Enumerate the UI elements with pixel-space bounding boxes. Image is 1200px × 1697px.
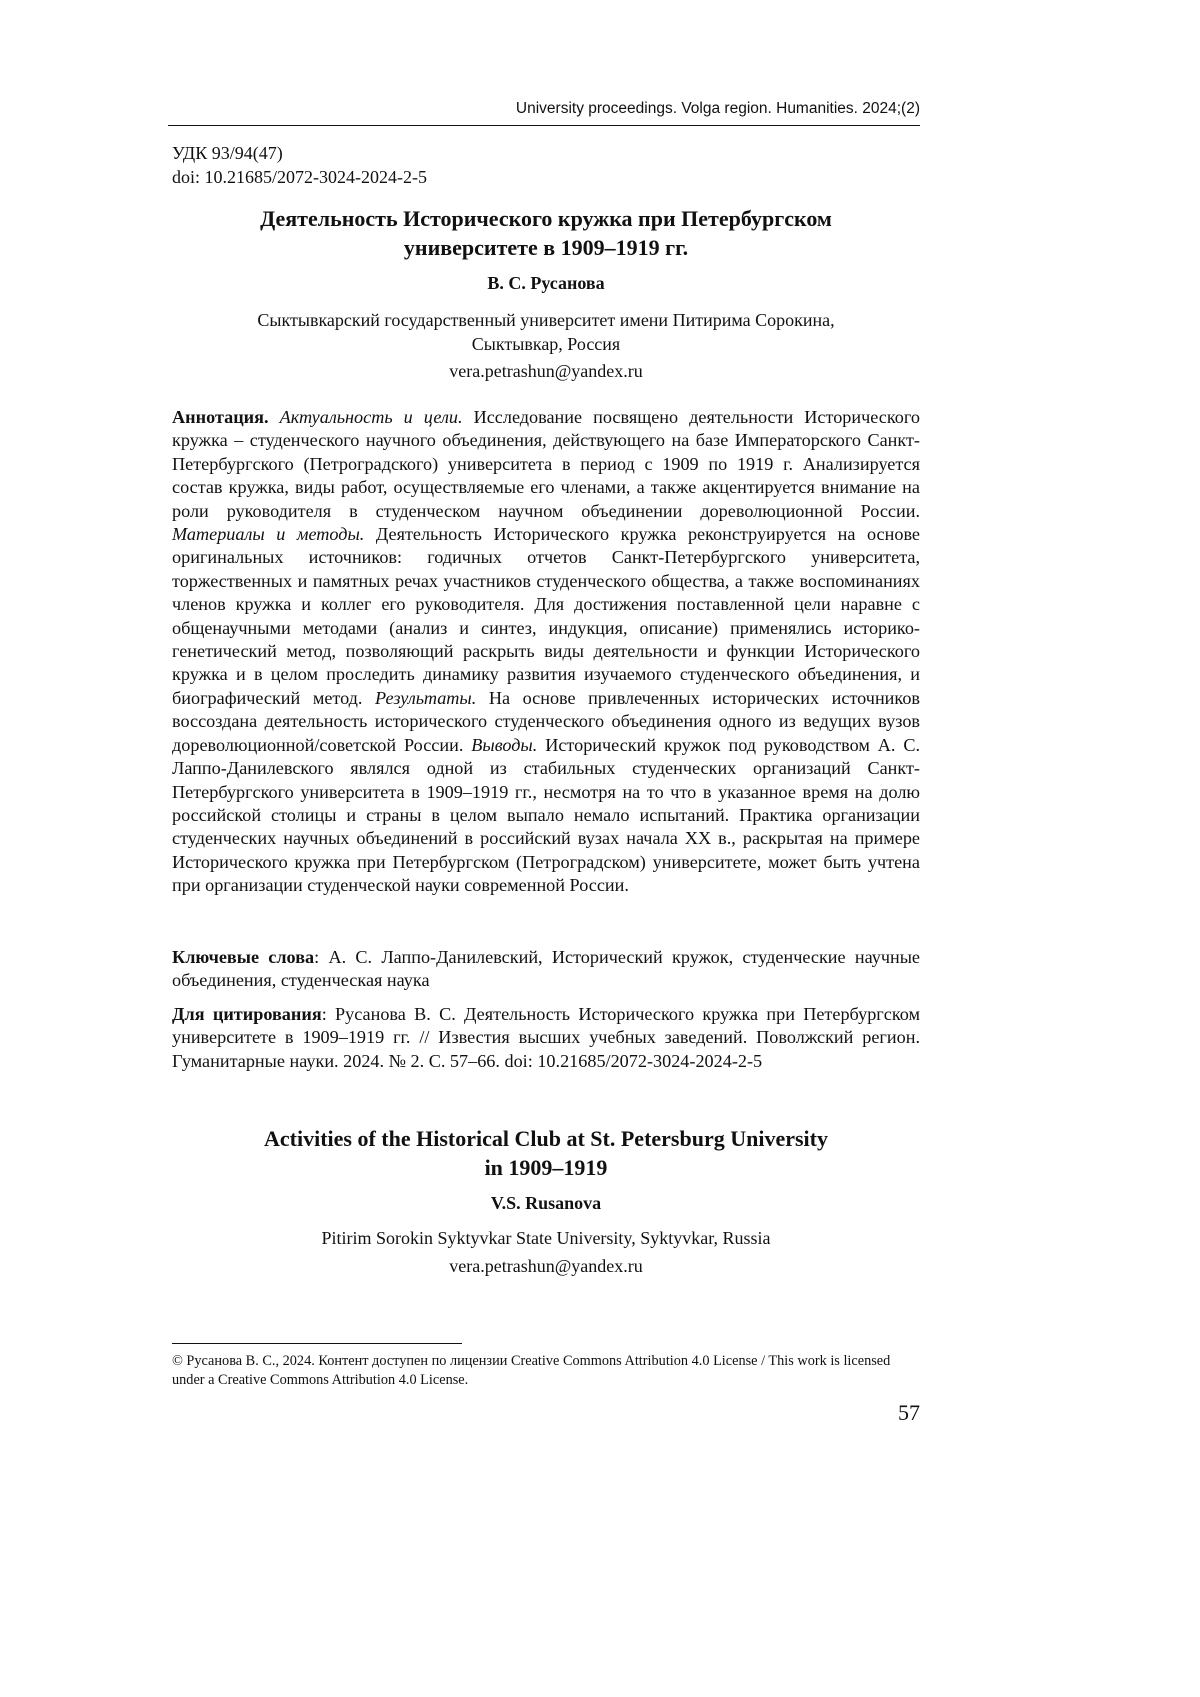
affiliation-en: Pitirim Sorokin Syktyvkar State University, Syktyvkar, Russia (321, 1228, 771, 1248)
header-divider (168, 125, 920, 126)
affiliation-ru (172, 308, 920, 356)
methods-label: Материалы и методы. (172, 524, 365, 545)
author-ru: В. С. Русанова (487, 273, 605, 293)
methods-text: Деятельность Исторического кружка реконструируется на основе оригинальных источников: годичных отчетов Санкт-Петербургского университета, торжественных и памятных речах участников студенческого общества, а также воспоминаниях членов кружка и коллег его руководителя. Для достижения поставленной цели наравне с общенаучными методами (анализ и синтез, индукция, описание) применялись историко-генетический метод, позволяющий раскрыть виды деятельности и функции Исторического кружка и в целом проследить динамику развития изучаемого студенческого объединения, и биографический метод. (172, 524, 921, 708)
citation-label: Для цитирования (172, 1004, 322, 1024)
page-number: 57 (898, 1400, 920, 1425)
conclusions-text: Исторический кружок под руководством А. С. Лаппо-Данилевского являлся одной из стабильных студенческих организаций Санкт-Петербургского университета в 1909–1919 гг., несмотря на то что в указанное время на долю российской столицы и страны в целом выпало немало испытаний. Практика организации студенческих научных объединений в российский вузах начала XX в., раскрытая на примере Исторического кружка при Петербургском (Петроградском) университете, может быть учтена при организации студенческой науки современной России. (172, 734, 921, 896)
license-footnote: © Русанова В. С., 2024. Контент доступен по лицензии Creative Commons Attribution 4.0 License / This work is licensed under a Creative Commons Attribution 4.0 License. (172, 1353, 891, 1388)
keywords (172, 946, 920, 993)
title-en-line-2: in 1909–1919 (484, 1155, 608, 1180)
article-title-en (172, 1124, 920, 1182)
running-head: University proceedings. Volga region. Humanities. 2024;(2) (515, 100, 920, 117)
citation (172, 1003, 920, 1073)
relevance-label: Актуальность и цели. (279, 407, 463, 427)
results-text: На основе привлеченных исторических источников воссоздана деятельность исторического студенческого объединения одного из ведущих вузов дореволюционной/советской России. (172, 687, 921, 755)
article-title-ru (172, 204, 920, 262)
keywords-text: : А. С. Лаппо-Данилевский, Исторический кружок, студенческие научные объединения, студенческая наука (172, 947, 920, 991)
affiliation-ru-line-2: Сыктывкар, Россия (471, 334, 621, 354)
title-en-line-1: Activities of the Historical Club at St. Petersburg University (264, 1126, 828, 1151)
doi: doi: 10.21685/2072-3024-2024-2-5 (172, 167, 427, 187)
footnote-divider (172, 1343, 462, 1344)
keywords-label: Ключевые слова (172, 947, 315, 967)
affiliation-ru-line-1: Сыктывкарский государственный университет имени Питирима Сорокина, (257, 310, 835, 330)
title-ru-line-1: Деятельность Исторического кружка при Петербургском (260, 206, 832, 231)
conclusions-label: Выводы. (471, 734, 538, 755)
email-ru[interactable]: vera.petrashun@yandex.ru (449, 361, 643, 381)
relevance-text: Исследование посвящено деятельности Исторического кружка – студенческого научного объединения, действующего на базе Императорского Санкт-Петербургского (Петроградского) университета в период с 1909 по 1919 г. Анализируется состав кружка, виды работ, осуществляемые его членами, а также акцентируется внимание на роли руководителя в студенческом научном объединении дореволюционной России. (172, 407, 920, 521)
email-en[interactable]: vera.petrashun@yandex.ru (449, 1256, 643, 1276)
abstract-label: Аннотация. (172, 407, 269, 427)
udk-code: УДК 93/94(47) (172, 143, 283, 163)
abstract (172, 406, 920, 898)
title-ru-line-2: университете в 1909–1919 гг. (403, 235, 689, 260)
results-label: Результаты. (375, 687, 477, 708)
author-en: V.S. Rusanova (490, 1193, 602, 1213)
citation-text: : Русанова В. С. Деятельность Исторического кружка при Петербургском университете в 1909–1919 гг. // Известия высших учебных заведений. Поволжский регион. Гуманитарные науки. 2024. № 2. С. 57–66. doi: 10.21685/2072-3024-2024-2-5 (172, 1004, 920, 1071)
